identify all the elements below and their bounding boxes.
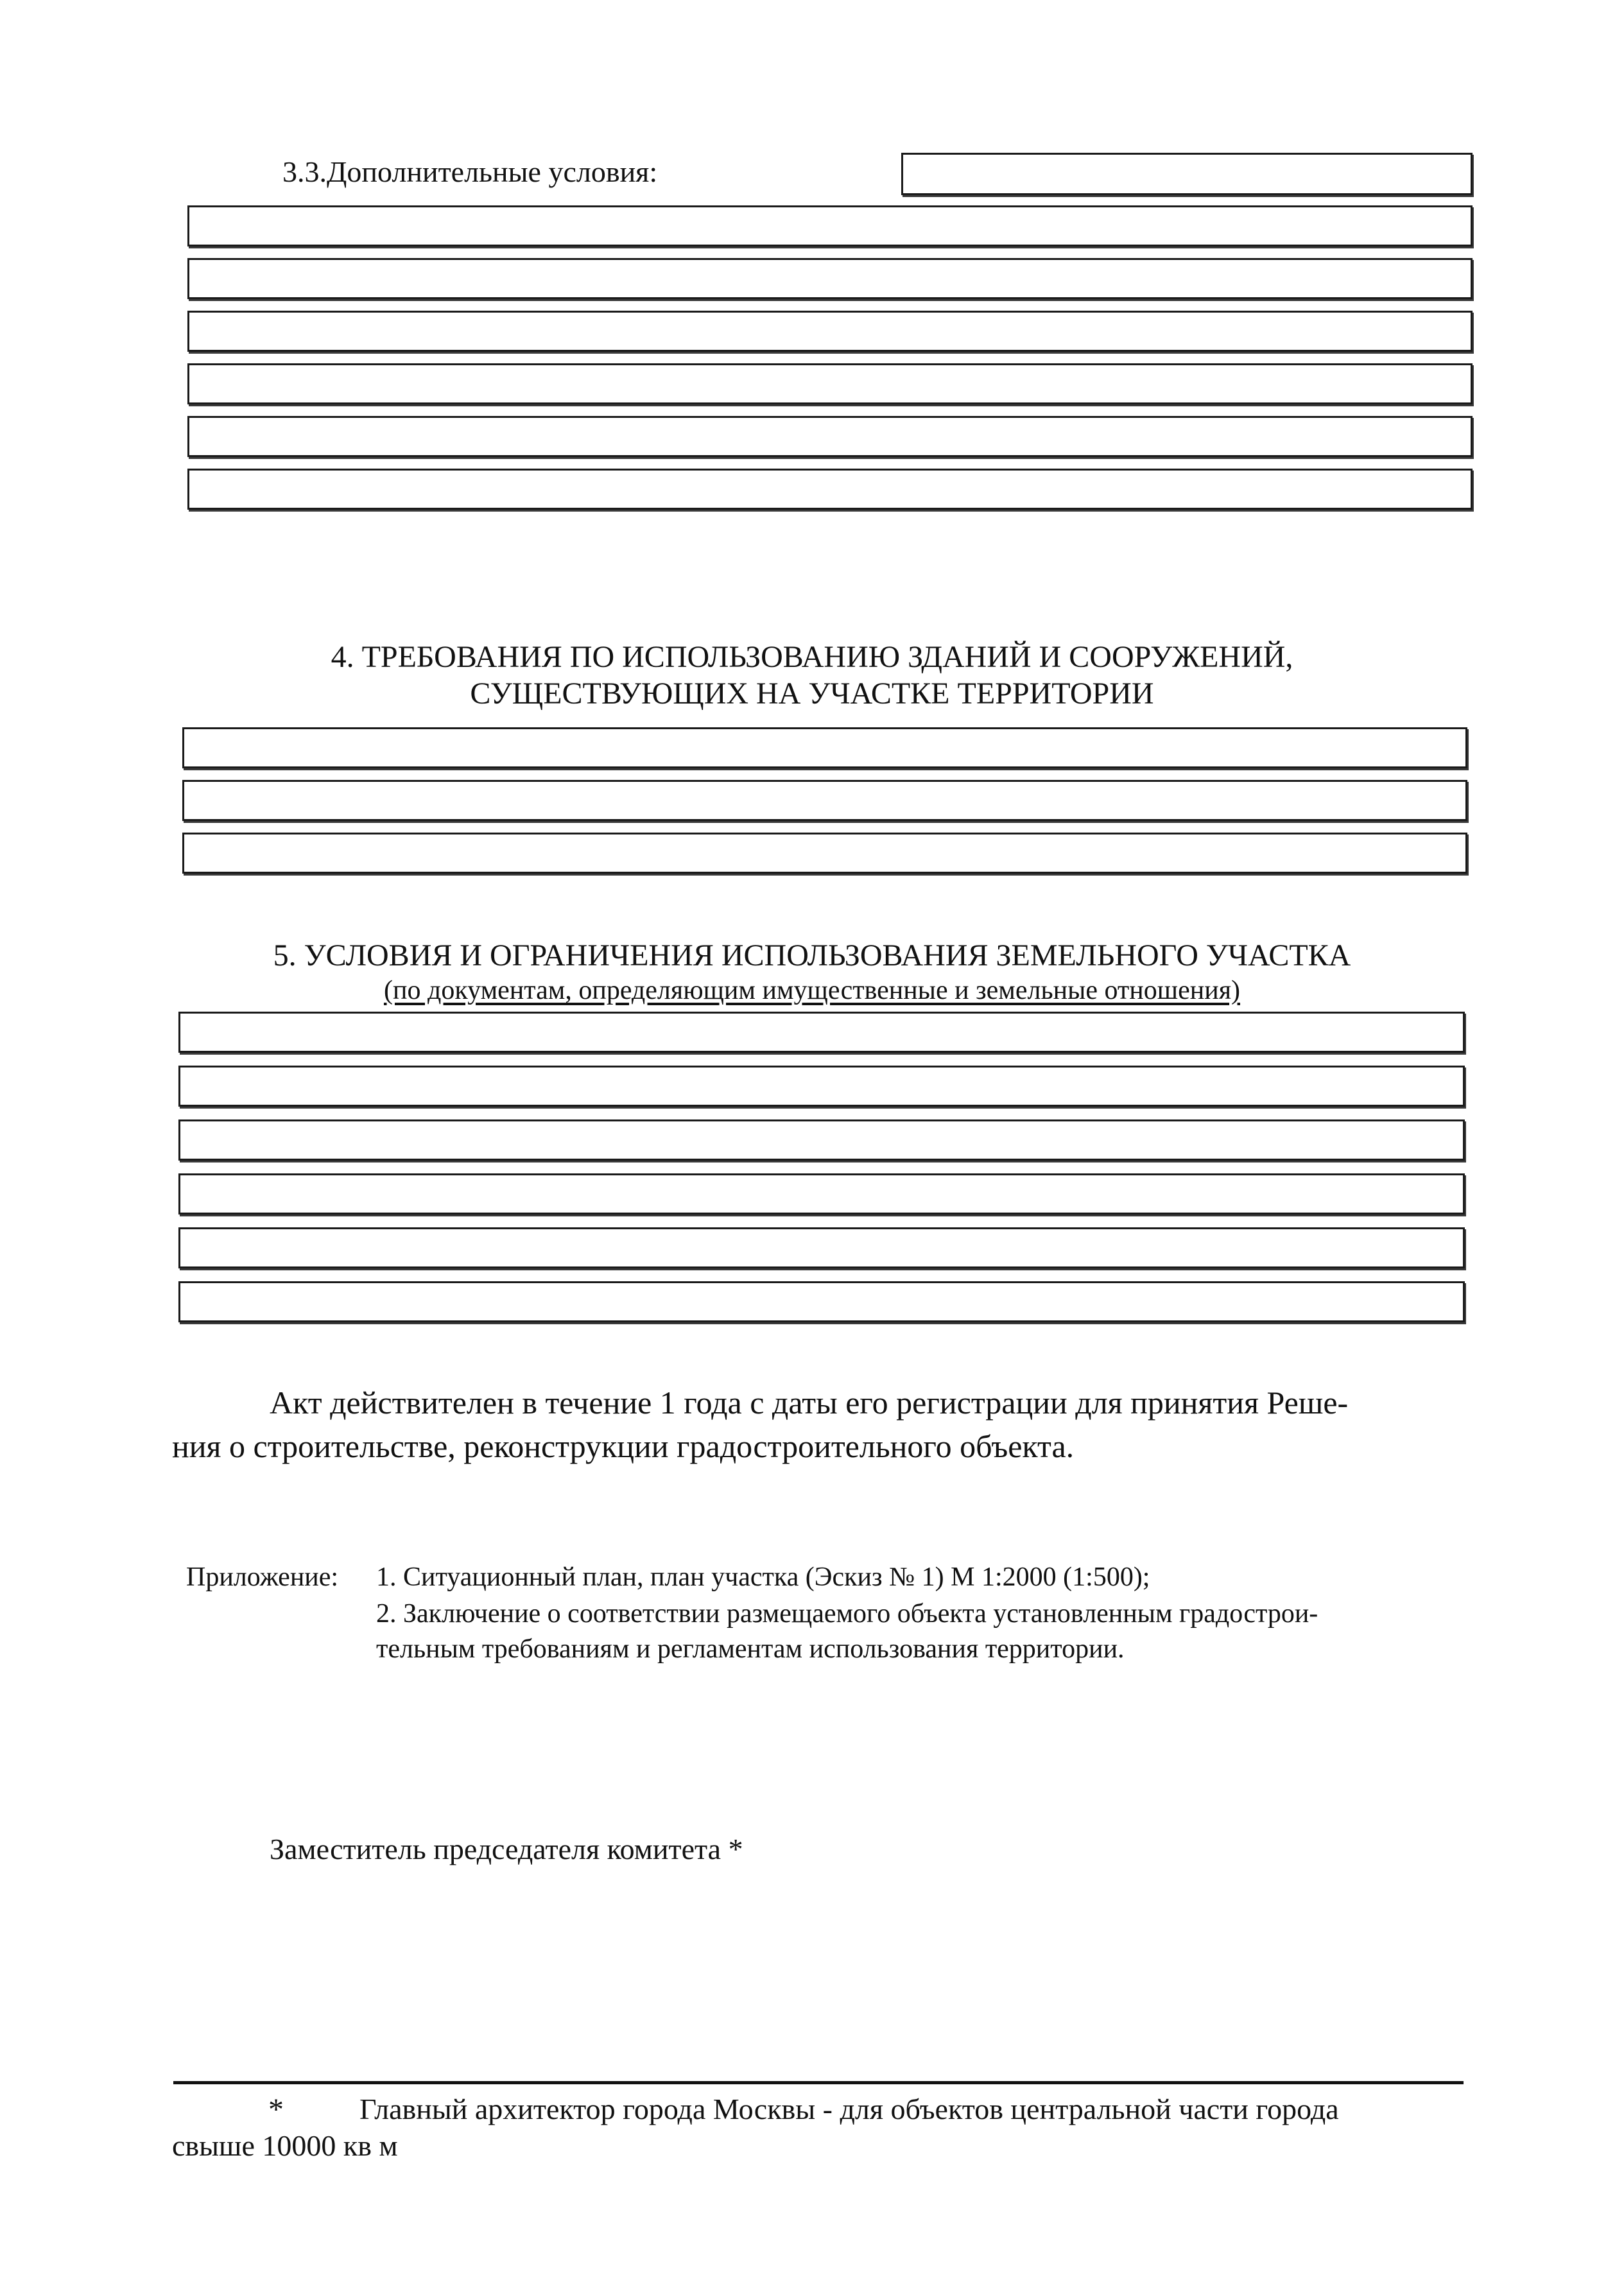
additional-conditions-field-1[interactable] (187, 205, 1473, 246)
land-use-conditions-field-1[interactable] (178, 1012, 1465, 1053)
additional-conditions-field-5[interactable] (187, 416, 1473, 457)
appendix-item-2-line-2: тельным требованиям и регламентам использования территории. (376, 1634, 1125, 1664)
footnote-marker: * (268, 2093, 284, 2127)
appendix-item-2-line-1: 2. Заключение о соответствии размещаемого объекта установленным градострои- (376, 1599, 1318, 1629)
validity-line-1: Акт действителен в течение 1 года с даты его регистрации для принятия Реше- (270, 1385, 1349, 1421)
additional-conditions-field-3[interactable] (187, 311, 1473, 352)
section-4-title-line2: СУЩЕСТВУЮЩИХ НА УЧАСТКЕ ТЕРРИТОРИИ (470, 677, 1154, 711)
additional-conditions-header-field[interactable] (901, 153, 1473, 195)
land-use-conditions-field-5[interactable] (178, 1227, 1465, 1268)
buildings-requirements-field-3[interactable] (182, 833, 1467, 874)
land-use-conditions-field-6[interactable] (178, 1281, 1465, 1322)
buildings-requirements-field-1[interactable] (182, 727, 1467, 768)
footnote-line-1: Главный архитектор города Москвы - для объектов центральной части города (359, 2093, 1339, 2125)
land-use-conditions-field-2[interactable] (178, 1066, 1465, 1107)
additional-conditions-field-4[interactable] (187, 363, 1473, 404)
validity-line-2: ния о строительстве, реконструкции градостроительного объекта. (172, 1428, 1075, 1464)
section-3-3-label: 3.3.Дополнительные условия: (282, 155, 658, 188)
additional-conditions-field-6[interactable] (187, 469, 1473, 510)
section-5-subtitle: (по документам, определяющим имущественные и земельные отношения) (383, 976, 1240, 1005)
land-use-conditions-field-4[interactable] (178, 1173, 1465, 1214)
buildings-requirements-field-2[interactable] (182, 780, 1467, 821)
section-5-title: 5. УСЛОВИЯ И ОГРАНИЧЕНИЯ ИСПОЛЬЗОВАНИЯ ЗЕМЕЛЬНОГО УЧАСТКА (273, 938, 1351, 972)
land-use-conditions-field-3[interactable] (178, 1119, 1465, 1161)
footnote-line-2: свыше 10000 кв м (172, 2129, 398, 2162)
signature-title: Заместитель председателя комитета * (270, 1833, 743, 1865)
additional-conditions-field-2[interactable] (187, 258, 1473, 299)
footnote-separator (173, 2081, 1464, 2084)
section-4-title-line1: 4. ТРЕБОВАНИЯ ПО ИСПОЛЬЗОВАНИЮ ЗДАНИЙ И СООРУЖЕНИЙ, (331, 640, 1293, 674)
appendix-label: Приложение: (186, 1562, 339, 1592)
appendix-item-1: 1. Ситуационный план, план участка (Эскиз № 1) М 1:2000 (1:500); (376, 1562, 1150, 1592)
